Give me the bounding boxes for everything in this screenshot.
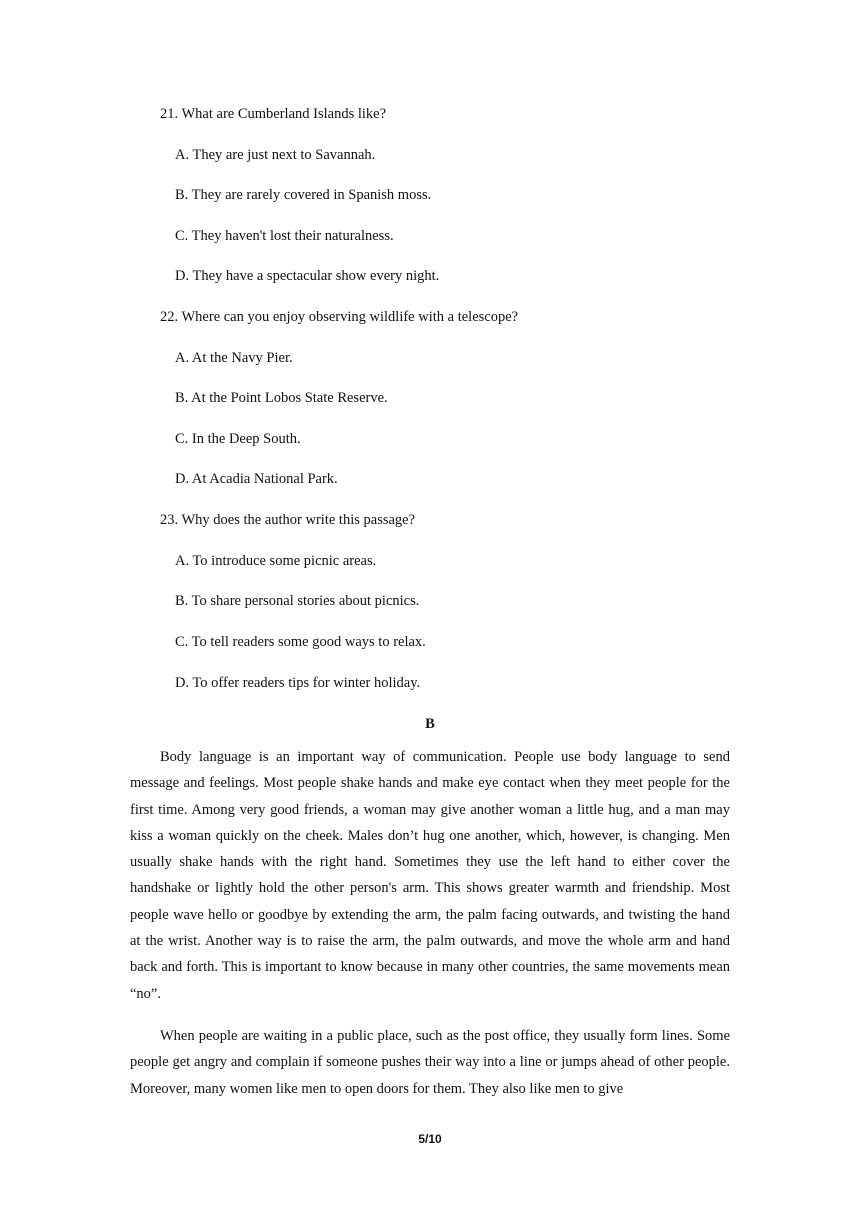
question-22-option-b: B. At the Point Lobos State Reserve. bbox=[175, 390, 388, 406]
question-23-option-b: B. To share personal stories about picnics. bbox=[175, 593, 420, 609]
question-23-option-c: C. To tell readers some good ways to relax. bbox=[175, 634, 426, 650]
question-23-stem: 23. Why does the author write this passage? bbox=[160, 512, 416, 528]
question-21-option-b: B. They are rarely covered in Spanish moss. bbox=[175, 187, 432, 203]
question-23-option-d: D. To offer readers tips for winter holiday. bbox=[175, 675, 421, 691]
question-22-option-d: D. At Acadia National Park. bbox=[175, 471, 338, 487]
page-number: 5/10 bbox=[418, 1132, 442, 1146]
question-21-option-c: C. They haven't lost their naturalness. bbox=[175, 228, 394, 244]
question-22-stem: 22. Where can you enjoy observing wildlife with a telescope? bbox=[160, 309, 519, 325]
question-21-stem: 21. What are Cumberland Islands like? bbox=[160, 106, 387, 122]
question-21-option-d: D. They have a spectacular show every night. bbox=[175, 268, 440, 284]
question-23-option-a: A. To introduce some picnic areas. bbox=[175, 553, 377, 569]
section-b-paragraph-1: Body language is an important way of communication. People use body language to send message and feelings. Most people shake hands and make eye contact when they meet people for the first time. Among very good friends, a woman may give another woman a little hug, and a man may kiss a woman quickly on the cheek. Males don’t hug one another, which, however, is changing. Men usually shake hands with the right hand. Sometimes they use the left hand to either cover the handshake or lightly hold the other person's arm. This shows greater warmth and friendship. Most people wave hello or goodbye by extending the arm, the palm facing outwards, and twisting the hand at the wrist. Another way is to raise the arm, the palm outwards, and move the whole arm and hand back and forth. This is important to know because in many other countries, the same movements mean “no”. bbox=[130, 749, 730, 1002]
question-22-option-c: C. In the Deep South. bbox=[175, 431, 301, 447]
question-22-option-a: A. At the Navy Pier. bbox=[175, 350, 293, 366]
question-21-option-a: A. They are just next to Savannah. bbox=[175, 147, 376, 163]
section-b-paragraph-2: When people are waiting in a public place, such as the post office, they usually form lines. Some people get angry and complain if someone pushes their way into a line or jumps ahead of other people. Moreover, many women like men to open doors for them. They also like men to give bbox=[130, 1028, 730, 1097]
section-b-title: B bbox=[425, 716, 435, 732]
